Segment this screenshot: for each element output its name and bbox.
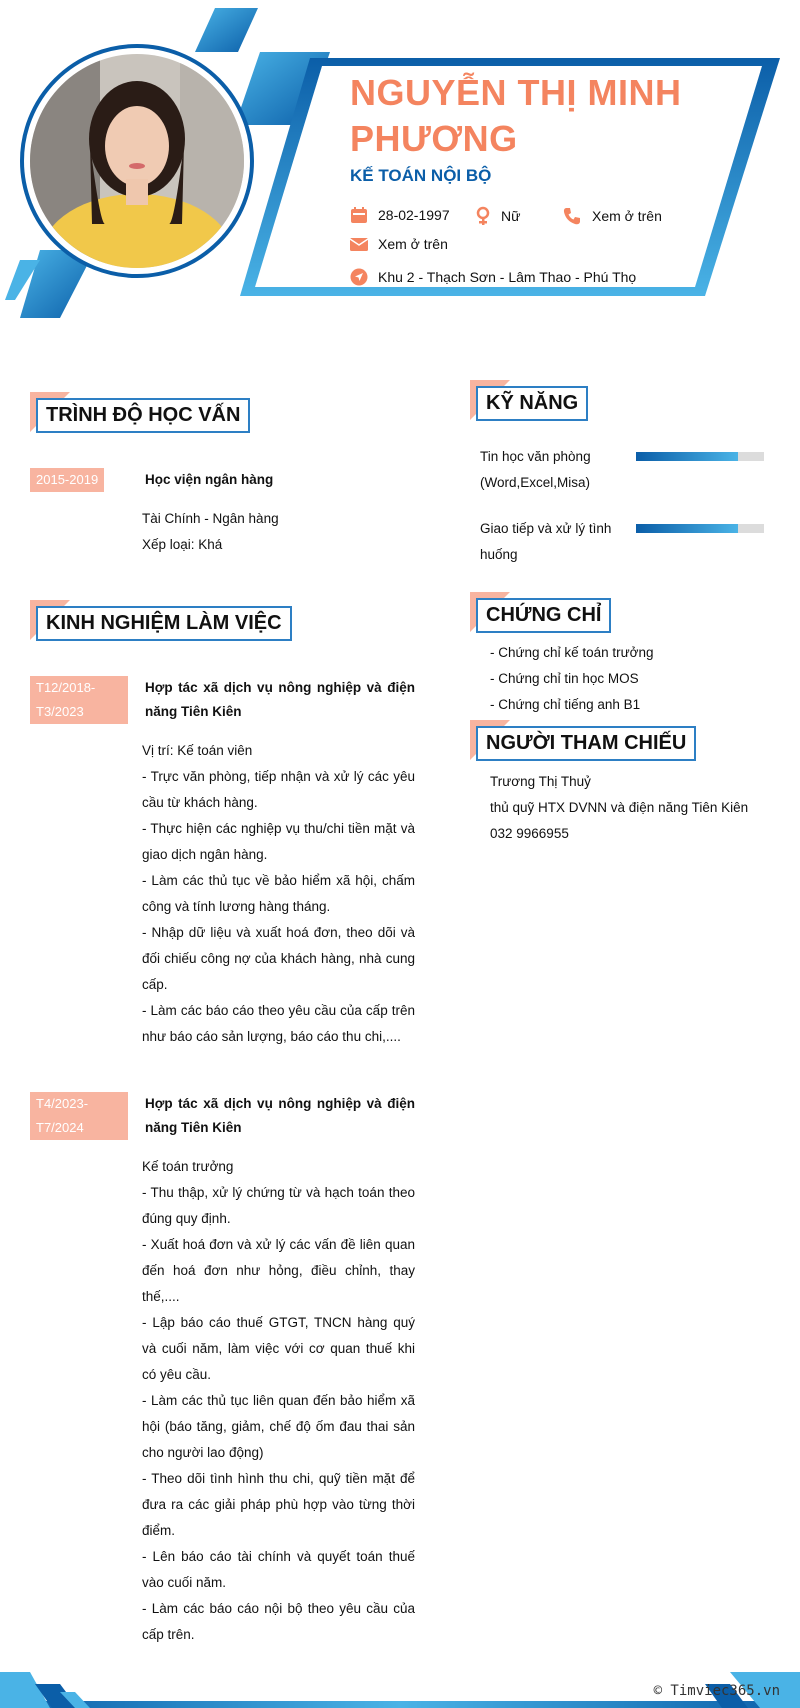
phone-value: Xem ở trên	[592, 208, 662, 224]
gender-value: Nữ	[501, 208, 521, 224]
skill-name: Giao tiếp và xử lý tình huống	[480, 521, 612, 562]
certificate-item: - Chứng chỉ tin học MOS	[490, 671, 639, 686]
location-icon	[350, 268, 368, 286]
avatar	[30, 54, 244, 268]
phone-item	[562, 206, 662, 226]
certificate-item: - Chứng chỉ kế toán trưởng	[490, 645, 654, 660]
experience-details	[142, 738, 415, 1050]
experience-line: - Trực văn phòng, tiếp nhận và xử lý các yêu cầu từ khách hàng.	[142, 769, 415, 810]
skill-name: Tin học văn phòng (Word,Excel,Misa)	[480, 449, 591, 490]
mail-icon	[350, 236, 368, 252]
experience-line: - Làm các báo cáo theo yêu cầu của cấp trên như báo cáo sản lượng, báo cáo thu chi,....	[142, 1003, 415, 1044]
skill-bar	[636, 452, 764, 461]
skill-bar	[636, 524, 764, 533]
education-details	[142, 506, 417, 558]
company-name: Hợp tác xã dịch vụ nông nghiệp và điện năng Tiên Kiên	[145, 680, 415, 719]
experience-line: - Thực hiện các nghiệp vụ thu/chi tiền mặt và giao dịch ngân hàng.	[142, 821, 415, 862]
experience-line: - Xuất hoá đơn và xử lý các vấn đề liên quan đến hoá đơn như hỏng, điều chỉnh, thay thế,....	[142, 1237, 415, 1304]
reference-line: thủ quỹ HTX DVNN và điện năng Tiên Kiên	[490, 800, 749, 815]
job-title: KẾ TOÁN NỘI BỘ	[350, 166, 492, 185]
skill-bar-fill	[636, 524, 738, 533]
gender-item	[475, 206, 520, 226]
address-value: Khu 2 - Thạch Sơn - Lâm Thao - Phú Thọ	[378, 269, 637, 285]
company-name: Hợp tác xã dịch vụ nông nghiệp và điện năng Tiên Kiên	[145, 1096, 415, 1135]
education-line: Tài Chính - Ngân hàng	[142, 511, 279, 526]
education-date: 2015-2019	[30, 468, 104, 492]
experience-line: - Nhập dữ liệu và xuất hoá đơn, theo dõi và đối chiếu công nợ của khách hàng, nhà cung cấp.	[142, 925, 415, 992]
experience-line: Kế toán trưởng	[142, 1159, 234, 1174]
references-list	[490, 769, 748, 847]
school-name: Học viện ngân hàng	[145, 472, 274, 487]
reference-line: Trương Thị Thuỷ	[490, 774, 591, 789]
gender-icon	[475, 206, 491, 226]
experience-date: T4/2023-T7/2024	[30, 1092, 128, 1140]
experience-details	[142, 1154, 415, 1648]
experience-line: - Lập báo cáo thuế GTGT, TNCN hàng quý và cuối năm, làm việc với cơ quan thuế khi có yêu cầu.	[142, 1315, 415, 1382]
experience-line: Vị trí: Kế toán viên	[142, 743, 253, 758]
phone-icon	[562, 206, 582, 226]
experience-line: - Làm các thủ tục liên quan đến bảo hiểm xã hội (báo tăng, giảm, chế độ ốm đau thai sản cho người lao động)	[142, 1393, 415, 1460]
experience-line: - Làm các thủ tục về bảo hiểm xã hội, chấm công và tính lương hàng tháng.	[142, 873, 415, 914]
birthday-item	[350, 206, 450, 224]
experience-line: - Thu thập, xử lý chứng từ và hạch toán theo đúng quy định.	[142, 1185, 415, 1226]
experience-line: - Làm các báo cáo nội bộ theo yêu cầu của cấp trên.	[142, 1601, 415, 1642]
experience-line: - Lên báo cáo tài chính và quyết toán thuế vào cuối năm.	[142, 1549, 415, 1590]
address-item	[350, 268, 636, 286]
birthday-value: 28-02-1997	[378, 207, 450, 223]
certificates-list	[490, 640, 654, 718]
experience-date: T12/2018-T3/2023	[30, 676, 128, 724]
watermark: © Timviec365.vn	[653, 1683, 780, 1699]
education-line: Xếp loại: Khá	[142, 537, 223, 552]
certificate-item: - Chứng chỉ tiếng anh B1	[490, 697, 641, 712]
skill-bar-fill	[636, 452, 738, 461]
experience-line: - Theo dõi tình hình thu chi, quỹ tiền mặt để đưa ra các giải pháp phù hợp vào từng thời điểm.	[142, 1471, 415, 1538]
email-item	[350, 236, 448, 252]
calendar-icon	[350, 206, 368, 224]
email-value: Xem ở trên	[378, 236, 448, 252]
candidate-name: NGUYỄN THỊ MINH PHƯƠNG	[350, 72, 682, 159]
reference-line: 032 9966955	[490, 826, 569, 841]
